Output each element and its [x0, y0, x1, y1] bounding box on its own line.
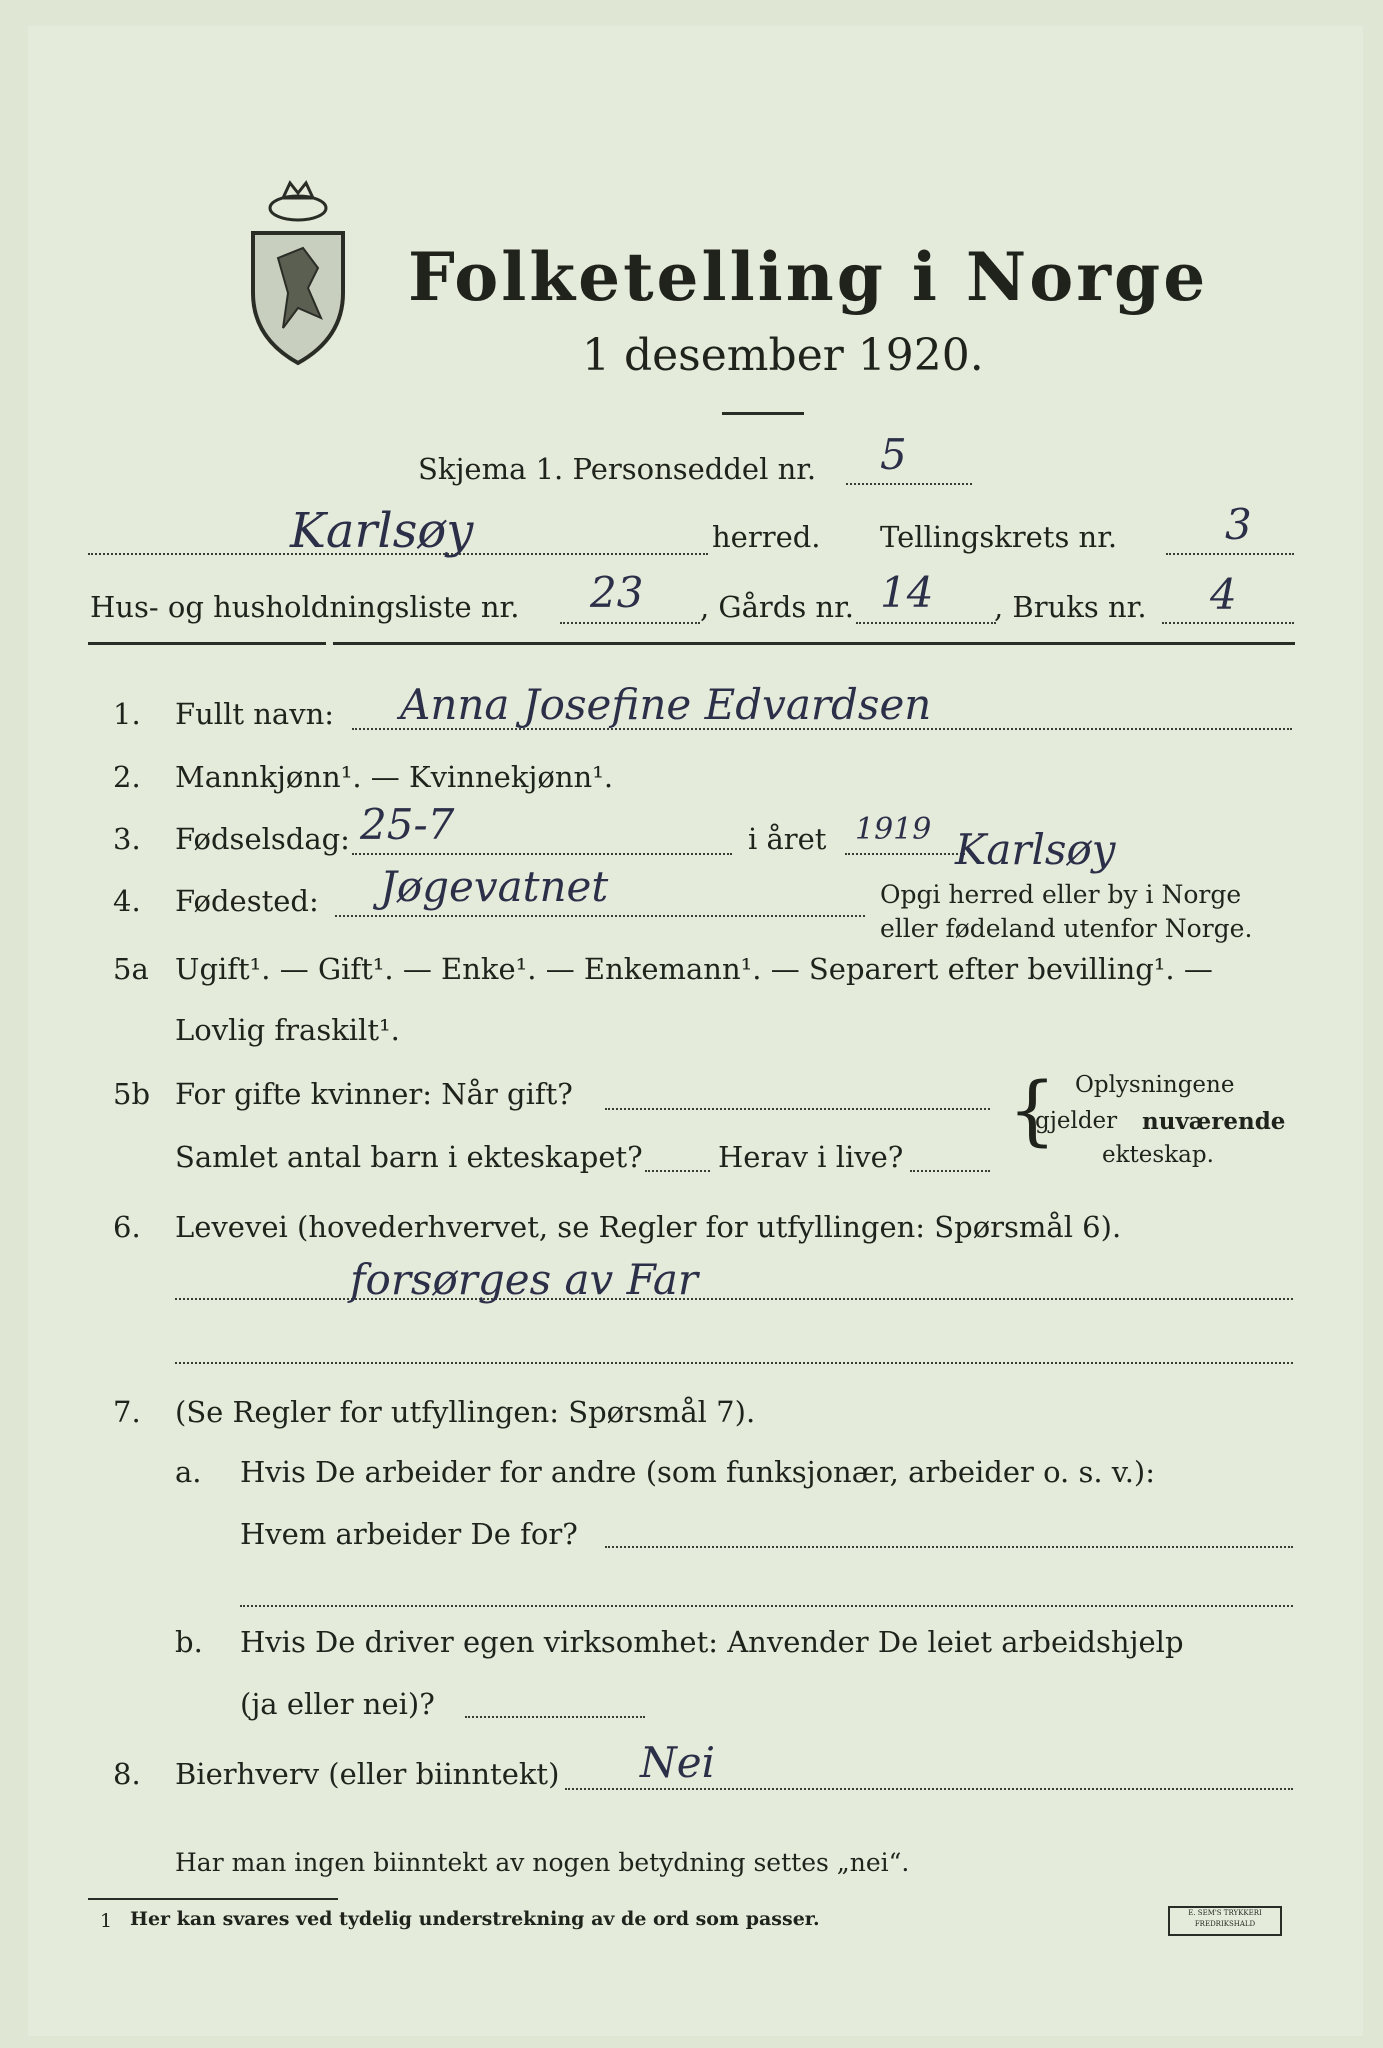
title-divider [722, 412, 804, 415]
q7-number: 7. [113, 1395, 141, 1429]
q7b-label: Hvis De driver egen virksomhet: Anvender De leiet arbeidshjelp [240, 1625, 1184, 1659]
q7b-line [465, 1716, 645, 1718]
q5a-label: Ugift¹. — Gift¹. — Enke¹. — Enkemann¹. — Separert efter bevilling¹. — [175, 952, 1213, 986]
gards-value: 14 [880, 568, 934, 617]
coat-of-arms-icon [243, 178, 353, 368]
q3-year-label: i året [748, 822, 827, 856]
schema-nr-value: 5 [880, 430, 907, 479]
q5b-brace: { [1008, 1065, 1057, 1154]
q7a-line-1 [605, 1546, 1293, 1548]
q3-day-line [352, 853, 732, 855]
q4-label: Fødested: [175, 884, 319, 918]
q7-label: (Se Regler for utfyllingen: Spørsmål 7). [175, 1395, 756, 1429]
q7b-number: b. [175, 1625, 203, 1659]
q8-label: Bierhverv (eller biinntekt) [175, 1757, 560, 1791]
form-date: 1 desember 1920. [582, 330, 984, 381]
hus-value: 23 [590, 568, 644, 617]
q5b-note-1: Oplysningene [1075, 1072, 1235, 1098]
q6-value: forsørges av Far [350, 1255, 698, 1304]
q7a-number: a. [175, 1455, 202, 1489]
header-rule-right [333, 642, 1295, 645]
q2-label: Mannkjønn¹. — Kvinnekjønn¹. [175, 760, 614, 794]
q5a-number: 5a [113, 952, 149, 986]
q3-label: Fødselsdag: [175, 822, 350, 856]
q5b-alive-line [910, 1170, 990, 1172]
q5b-label: For gifte kvinner: Når gift? [175, 1077, 573, 1111]
q5b-children-line [645, 1170, 710, 1172]
income-note: Har man ingen biinntekt av nogen betydning settes „nei“. [175, 1848, 910, 1877]
bruks-value: 4 [1210, 570, 1237, 619]
footnote-text: Her kan svares ved tydelig understrekning av de ord som passer. [130, 1908, 820, 1930]
q4-line [335, 915, 865, 917]
schema-label: Skjema 1. Personseddel nr. [418, 452, 817, 486]
printer-stamp [1168, 1906, 1282, 1936]
q3-number: 3. [113, 822, 141, 856]
q5b-married-line [605, 1108, 990, 1110]
q7a-line-2 [240, 1605, 1293, 1607]
q5b-label-2: Samlet antal barn i ekteskapet? [175, 1140, 643, 1174]
q1-value: Anna Josefine Edvardsen [400, 680, 932, 729]
q8-line [565, 1788, 1293, 1790]
q4-value: Jøgevatnet [380, 862, 609, 911]
q5b-note-2b: nuværende [1142, 1108, 1286, 1135]
q8-number: 8. [113, 1757, 141, 1791]
form-title: Folketelling i Norge [408, 238, 1209, 316]
tellingskrets-line [1166, 553, 1294, 555]
tellingskrets-value: 3 [1225, 500, 1252, 549]
printer-stamp-text: E. SEM'S TRYKKERI FREDRIKSHALD [1188, 1909, 1262, 1928]
gards-label: , Gårds nr. [700, 590, 854, 624]
q7a-label: Hvis De arbeider for andre (som funksjonær, arbeider o. s. v.): [240, 1455, 1156, 1489]
q5b-note-2a: gjelder [1035, 1108, 1118, 1134]
q2-number: 2. [113, 760, 141, 794]
herred-value: Karlsøy [290, 503, 474, 559]
q5b-number: 5b [113, 1077, 151, 1111]
hus-label: Hus- og husholdningsliste nr. [90, 590, 520, 624]
herred-label: herred. [712, 520, 821, 554]
schema-nr-line [846, 483, 972, 485]
header-rule-left [88, 642, 326, 645]
q5b-label-3: Herav i live? [718, 1140, 904, 1174]
bruks-label: , Bruks nr. [994, 590, 1147, 624]
q5a-label-2: Lovlig fraskilt¹. [175, 1013, 400, 1047]
q6-number: 6. [113, 1210, 141, 1244]
q7b-label-2: (ja eller nei)? [240, 1687, 435, 1721]
q4-number: 4. [113, 884, 141, 918]
q3-extra-value: Karlsøy [955, 825, 1116, 874]
q1-number: 1. [113, 697, 141, 731]
footnote-number: 1 [100, 1910, 113, 1932]
q1-label: Fullt navn: [175, 697, 335, 731]
q6-label: Levevei (hovederhvervet, se Regler for utfyllingen: Spørsmål 6). [175, 1210, 1122, 1244]
q3-year-line [845, 853, 965, 855]
q6-line-2 [175, 1362, 1293, 1364]
q3-day-value: 25-7 [360, 800, 455, 849]
q8-value: Nei [640, 1738, 716, 1787]
q3-year-value: 1919 [855, 812, 932, 847]
q4-note-line2: eller fødeland utenfor Norge. [880, 914, 1253, 943]
gards-line [856, 622, 996, 624]
q6-line-1 [175, 1298, 1293, 1300]
footnote-rule [88, 1898, 338, 1900]
tellingskrets-label: Tellingskrets nr. [880, 520, 1118, 554]
hus-line [560, 622, 700, 624]
q4-note-line1: Opgi herred eller by i Norge [880, 880, 1242, 909]
q5b-note-3: ekteskap. [1102, 1142, 1214, 1168]
q7a-label-2: Hvem arbeider De for? [240, 1517, 578, 1551]
bruks-line [1162, 622, 1294, 624]
